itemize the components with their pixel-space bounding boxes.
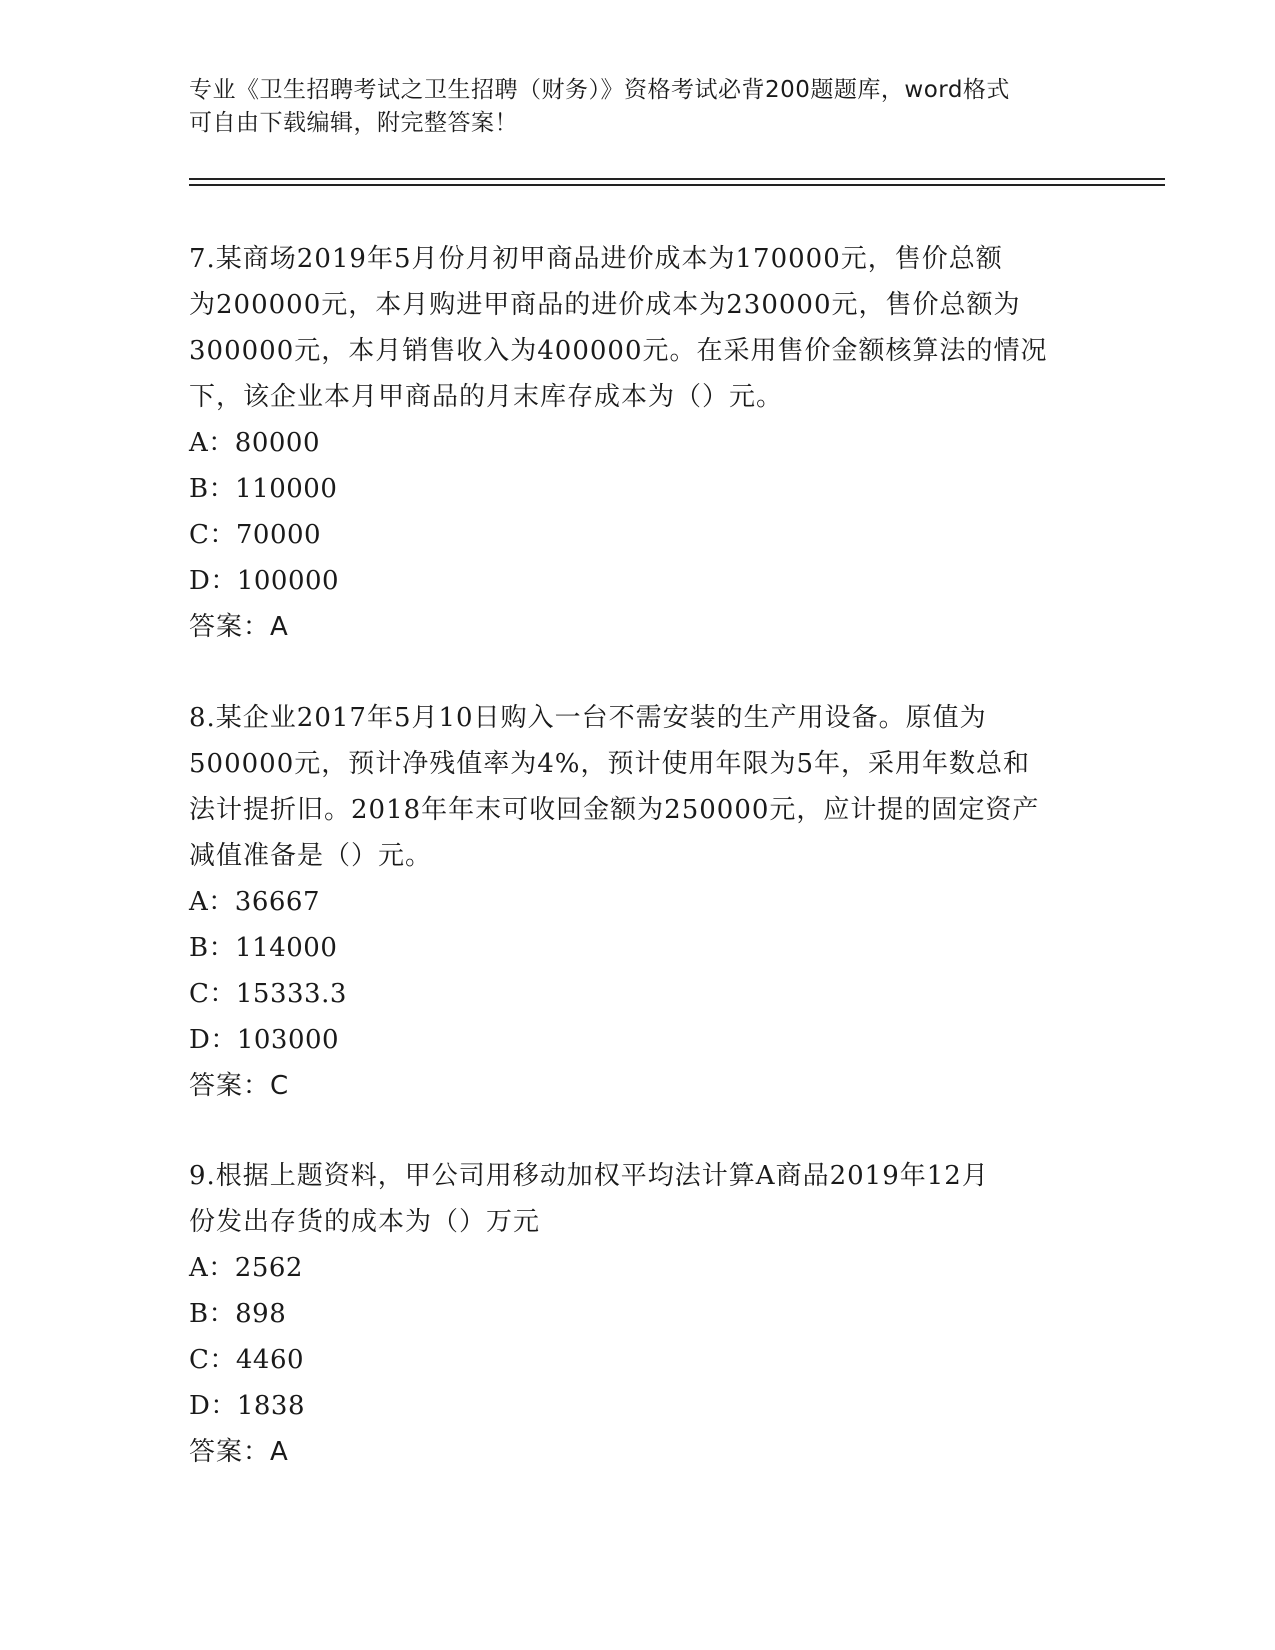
option-c: C：15333.3 (189, 979, 347, 1009)
question-line: 300000元，本月销售收入为400000元。在采用售价金额核算法的情况 (189, 336, 1048, 366)
option-b: B：114000 (189, 933, 338, 963)
answer-line: 答案：A (189, 1437, 289, 1467)
option-c: C：4460 (189, 1345, 305, 1375)
option-a: A：80000 (189, 428, 320, 458)
header-line-2: 可自由下载编辑，附完整答案！ (189, 110, 518, 136)
question-line: 7.某商场2019年5月份月初甲商品进价成本为170000元，售价总额 (189, 244, 1003, 274)
question-9 (189, 1153, 1089, 1475)
option-c: C：70000 (189, 520, 322, 550)
question-line: 份发出存货的成本为（）万元 (189, 1207, 541, 1237)
document-header (189, 74, 1089, 140)
question-line: 500000元，预计净残值率为4%，预计使用年限为5年，采用年数总和 (189, 749, 1031, 779)
option-d: D：100000 (189, 566, 340, 596)
option-d: D：1838 (189, 1391, 306, 1421)
option-a: A：2562 (189, 1253, 303, 1283)
header-line-1: 专业《卫生招聘考试之卫生招聘（财务）》资格考试必背200题题库，word格式 (189, 77, 1010, 103)
header-divider-bottom (189, 184, 1165, 186)
option-a: A：36667 (189, 887, 320, 917)
question-7 (189, 236, 1089, 650)
question-line: 下，该企业本月甲商品的月末库存成本为（）元。 (189, 382, 784, 412)
option-b: B：110000 (189, 474, 338, 504)
option-d: D：103000 (189, 1025, 340, 1055)
header-divider-top (189, 178, 1165, 180)
question-line: 减值准备是（）元。 (189, 841, 433, 871)
question-line: 法计提折旧。2018年年末可收回金额为250000元，应计提的固定资产 (189, 795, 1040, 825)
answer-line: 答案：C (189, 1071, 290, 1101)
option-b: B：898 (189, 1299, 287, 1329)
question-text (189, 1153, 1089, 1245)
answer-line: 答案：A (189, 612, 289, 642)
question-text (189, 236, 1089, 420)
question-8 (189, 695, 1089, 1109)
question-line: 8.某企业2017年5月10日购入一台不需安装的生产用设备。原值为 (189, 703, 987, 733)
question-text (189, 695, 1089, 879)
question-line: 9.根据上题资料，甲公司用移动加权平均法计算A商品2019年12月 (189, 1161, 989, 1191)
question-line: 为200000元，本月购进甲商品的进价成本为230000元，售价总额为 (189, 290, 1021, 320)
